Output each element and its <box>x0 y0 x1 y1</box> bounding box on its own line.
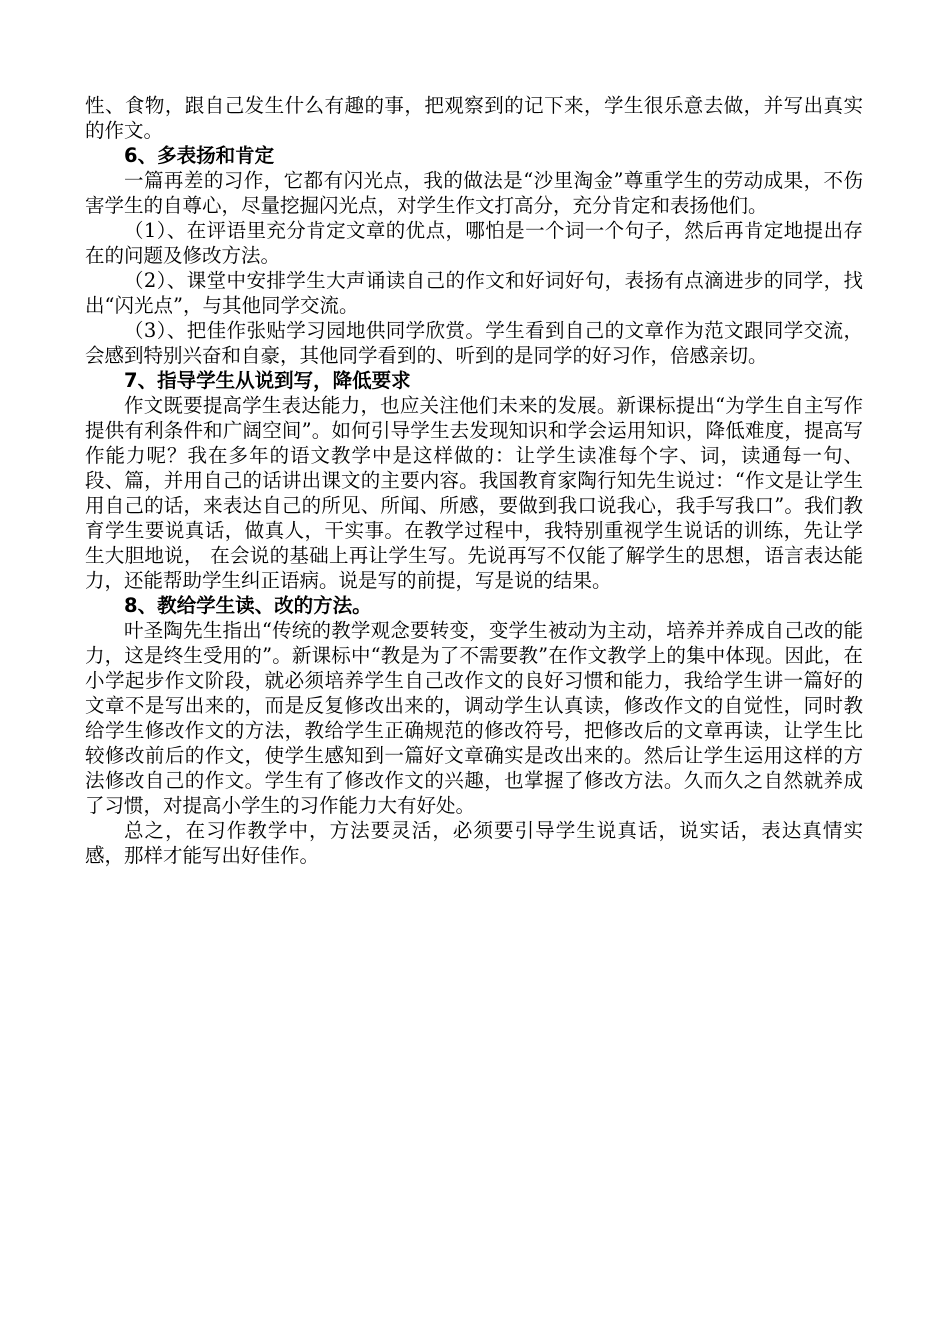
document-page <box>85 93 863 868</box>
section-6-item-1: （1）、在评语里充分肯定文章的优点，哪怕是一个词一个句子，然后再肯定地提出存在的问题及修改方法。 <box>85 219 863 267</box>
conclusion-paragraph: 总之，在习作教学中，方法要灵活，必须要引导学生说真话，说实话，表达真情实感，那样才能写出好佳作。 <box>85 819 863 867</box>
section-6-paragraph-1: 一篇再差的习作，它都有闪光点，我的做法是“沙里淘金”尊重学生的劳动成果，不伤害学生的自尊心，尽量挖掘闪光点，对学生作文打高分，充分肯定和表扬他们。 <box>85 169 863 217</box>
intro-paragraph: 性、食物，跟自己发生什么有趣的事，把观察到的记下来，学生很乐意去做，并写出真实的作文。 <box>85 94 863 142</box>
section-6-item-3: （3）、把佳作张贴学习园地供同学欣赏。学生看到自己的文章作为范文跟同学交流，会感到特别兴奋和自豪，其他同学看到的、听到的是同学的好习作，倍感亲切。 <box>85 319 863 367</box>
section-8-paragraph: 叶圣陶先生指出“传统的教学观念要转变，变学生被动为主动，培养并养成自己改的能力，这是终生受用的”。新课标中“教是为了不需要教”在作文教学上的集中体现。因此，在小学起步作文阶段，就必须培养学生自己改作文的良好习惯和能力，我给学生讲一篇好的文章不是写出来的，而是反复修改出来的，调动学生认真读，修改作文的自觉性，同时教给学生修改作文的方法，教给学生正确规范的修改符号，把修改后的文章再读，让学生比较修改前后的作文，使学生感知到一篇好文章确实是改出来的。然后让学生运用这样的方法修改自己的作文。学生有了修改作文的兴趣，也掌握了修改方法。久而久之自然就养成了习惯，对提高小学生的习作能力大有好处。 <box>85 619 863 817</box>
section-6-heading: 6、多表扬和肯定 <box>124 144 275 167</box>
section-8-heading: 8、教给学生读、改的方法。 <box>124 594 372 617</box>
section-7-paragraph: 作文既要提高学生表达能力，也应关注他们未来的发展。新课标提出“为学生自主写作提供有利条件和广阔空间”。如何引导学生去发现知识和学会运用知识，降低难度，提高写作能力呢？我在多年的语文教学中是这样做的：让学生读准每个字、词，读通每一句、段、篇，并用自己的话讲出课文的主要内容。我国教育家陶行知先生说过：“作文是让学生用自己的话，来表达自己的所见、所闻、所感，要做到我口说我心，我手写我口”。我们教育学生要说真话，做真人，干实事。在教学过程中，我特别重视学生说话的训练，先让学生大胆地说， 在会说的基础上再让学生写。先说再写不仅能了解学生的思想，语言表达能力，还能帮助学生纠正语病。说是写的前提，写是说的结果。 <box>85 394 863 592</box>
section-6-item-2: （2）、课堂中安排学生大声诵读自己的作文和好词好句，表扬有点滴进步的同学，找出“闪光点”，与其他同学交流。 <box>85 269 863 317</box>
section-7-heading: 7、指导学生从说到写，降低要求 <box>124 369 411 392</box>
